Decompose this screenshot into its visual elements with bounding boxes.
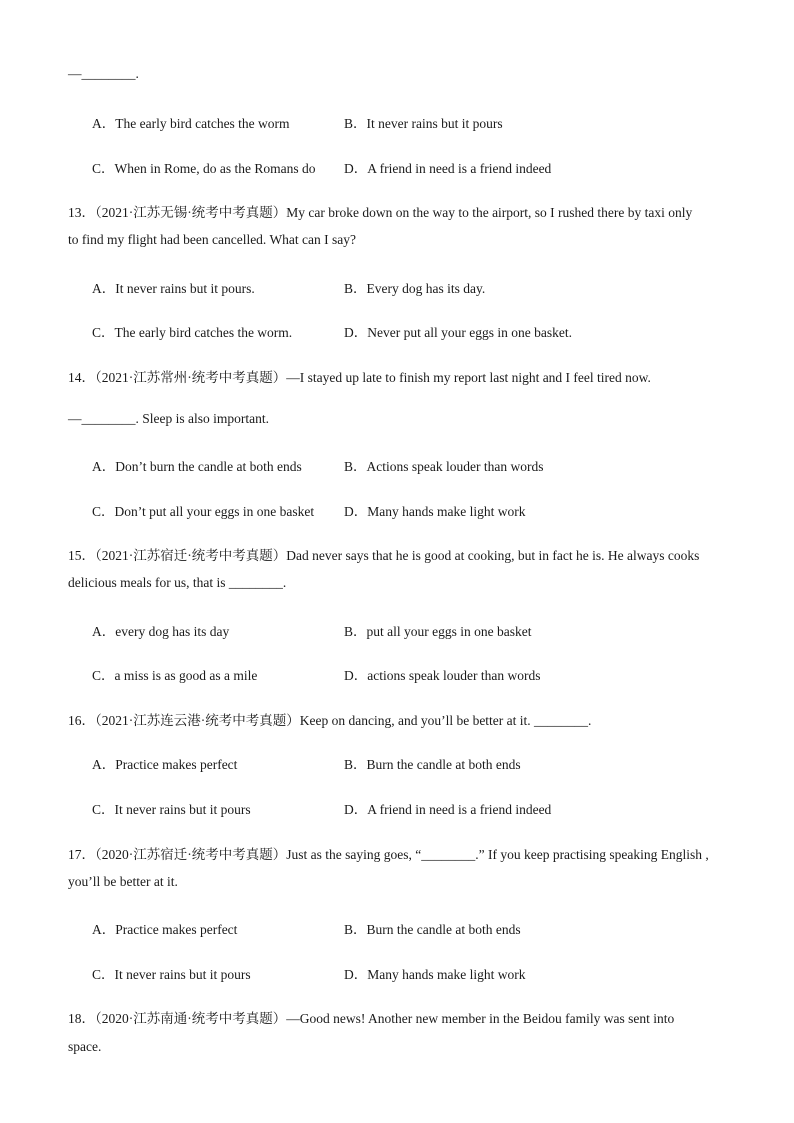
q16-option-b[interactable]: B．Burn the candle at both ends <box>344 757 521 772</box>
q12-option-a[interactable]: A．The early bird catches the worm <box>92 116 290 131</box>
q14-stem-line1: 14．（2021·江苏常州·统考中考真题）—I stayed up late to finish my report last night and I feel tired now. <box>68 370 651 385</box>
q12-answer-blank: —________. <box>68 66 139 81</box>
q13-option-b[interactable]: B．Every dog has its day. <box>344 281 486 296</box>
q15-stem-line2: delicious meals for us, that is ________. <box>68 575 287 590</box>
q13-option-d[interactable]: D．Never put all your eggs in one basket. <box>344 325 572 340</box>
q13-option-a[interactable]: A．It never rains but it pours. <box>92 281 255 296</box>
q15-option-c[interactable]: C．a miss is as good as a mile <box>92 668 258 683</box>
q12-option-d[interactable]: D．A friend in need is a friend indeed <box>344 161 552 176</box>
q18-stem-line2: space. <box>68 1039 102 1054</box>
q16-stem-line1: 16．（2021·江苏连云港·统考中考真题）Keep on dancing, and you’ll be better at it. ________. <box>68 713 592 728</box>
q13-stem-line1: 13．（2021·江苏无锡·统考中考真题）My car broke down on the way to the airport, so I rushed there by taxi only <box>68 205 693 220</box>
q16-option-d[interactable]: D．A friend in need is a friend indeed <box>344 802 552 817</box>
q17-option-b[interactable]: B．Burn the candle at both ends <box>344 922 521 937</box>
q16-option-c[interactable]: C．It never rains but it pours <box>92 802 251 817</box>
q13-option-c[interactable]: C．The early bird catches the worm. <box>92 325 293 340</box>
q12-option-c[interactable]: C．When in Rome, do as the Romans do <box>92 161 316 176</box>
q14-option-d[interactable]: D．Many hands make light work <box>344 504 526 519</box>
q14-option-b[interactable]: B．Actions speak louder than words <box>344 459 544 474</box>
q17-option-a[interactable]: A．Practice makes perfect <box>92 922 238 937</box>
q15-option-b[interactable]: B．put all your eggs in one basket <box>344 624 532 639</box>
q17-stem-line2: you’ll be better at it. <box>68 874 178 889</box>
q15-stem-line1: 15．（2021·江苏宿迁·统考中考真题）Dad never says that he is good at cooking, but in fact he is. He always cooks <box>68 548 700 563</box>
q14-option-a[interactable]: A．Don’t burn the candle at both ends <box>92 459 302 474</box>
q14-stem-line2: —________. Sleep is also important. <box>68 411 269 426</box>
q12-option-b[interactable]: B．It never rains but it pours <box>344 116 503 131</box>
q17-option-c[interactable]: C．It never rains but it pours <box>92 967 251 982</box>
q15-option-d[interactable]: D．actions speak louder than words <box>344 668 541 683</box>
q18-stem-line1: 18．（2020·江苏南通·统考中考真题）—Good news! Another new member in the Beidou family was sent into <box>68 1011 675 1026</box>
q14-option-c[interactable]: C．Don’t put all your eggs in one basket <box>92 504 315 519</box>
q17-option-d[interactable]: D．Many hands make light work <box>344 967 526 982</box>
q16-option-a[interactable]: A．Practice makes perfect <box>92 757 238 772</box>
q15-option-a[interactable]: A．every dog has its day <box>92 624 230 639</box>
q13-stem-line2: to find my flight had been cancelled. What can I say? <box>68 232 357 247</box>
q17-stem-line1: 17．（2020·江苏宿迁·统考中考真题）Just as the saying goes, “________.” If you keep practising speaking English , <box>68 847 709 862</box>
